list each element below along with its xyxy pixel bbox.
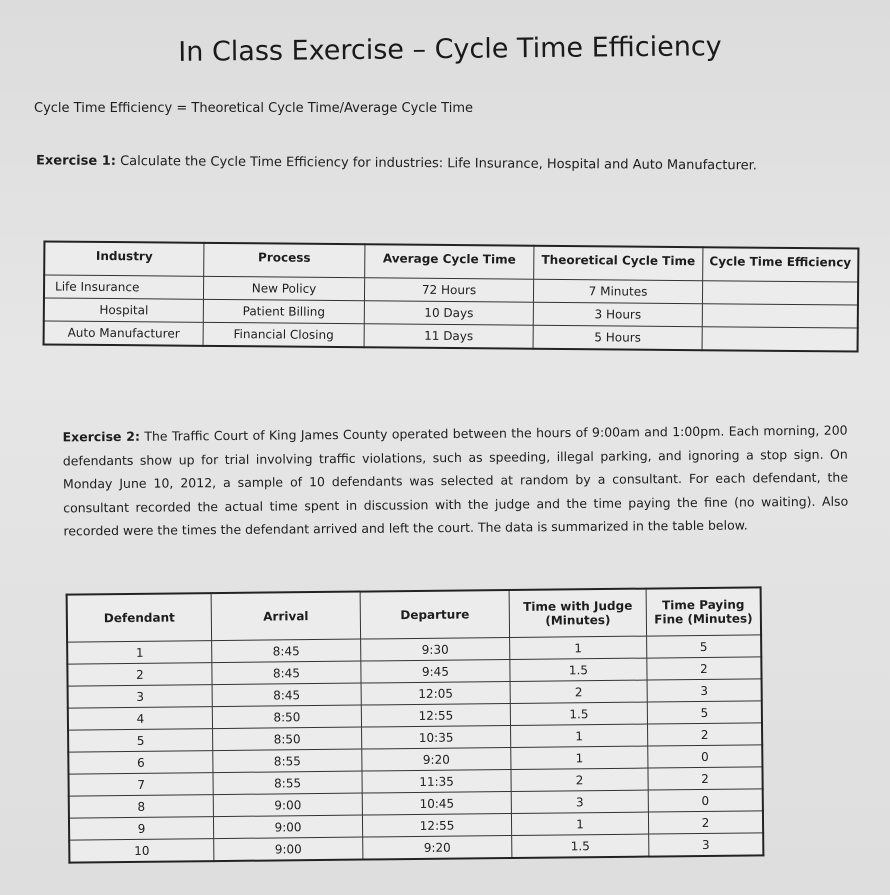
cell-defendant: 9 xyxy=(69,817,214,841)
cell-fine: 3 xyxy=(647,679,762,702)
cell-judge: 1 xyxy=(511,812,648,835)
cell-defendant: 1 xyxy=(67,641,212,665)
page-title: In Class Exercise – Cycle Time Efficiency xyxy=(178,31,722,68)
cell-defendant: 8 xyxy=(69,795,214,819)
cell-fine: 2 xyxy=(648,811,763,834)
cell-arrival: 8:50 xyxy=(213,727,362,751)
exercise-1-text xyxy=(36,147,796,179)
cell-departure: 10:35 xyxy=(362,725,511,749)
cell-fine: 5 xyxy=(647,701,762,724)
traffic-court-table xyxy=(66,586,765,863)
cell-arrival: 9:00 xyxy=(213,815,362,839)
cycle-time-table xyxy=(43,240,860,352)
cell-average: 11 Days xyxy=(364,324,533,349)
cell-efficiency[interactable] xyxy=(702,327,858,352)
cell-judge: 2 xyxy=(510,680,647,703)
exercise-2-body: The Traffic Court of King James County operated between the hours of 9:00am and 1:00pm. Each morning, 200 defendants show up for trial involving traffic violations, such as speeding, illegal parking, and ignoring a stop sign. On Monday June 10, 2012, a sample of 10 defendants was selected at random by a consultant. For each defendant, the consultant recorded the actual time spent in discussion with the judge and the time paying the fine (no waiting). Also recorded were the times the defendant arrived and left the court. The data is summarized in the table below. xyxy=(62,422,849,539)
cell-industry: Auto Manufacturer xyxy=(44,321,204,346)
formula-text: Cycle Time Efficiency = Theoretical Cycle Time/Average Cycle Time xyxy=(34,101,473,116)
cell-process: Financial Closing xyxy=(203,322,364,347)
cell-average: 10 Days xyxy=(364,301,533,325)
cell-theoretical: 5 Hours xyxy=(533,325,702,350)
cell-judge: 1 xyxy=(510,636,647,659)
cell-judge: 1.5 xyxy=(510,658,647,681)
cell-departure: 12:55 xyxy=(362,813,511,837)
cell-departure: 12:55 xyxy=(361,704,510,728)
cell-fine: 0 xyxy=(648,789,763,812)
header-average-cycle-time: Average Cycle Time xyxy=(365,244,534,279)
cell-defendant: 7 xyxy=(68,773,213,797)
header-departure: Departure xyxy=(360,590,509,639)
cell-defendant: 5 xyxy=(68,729,213,753)
cell-defendant: 3 xyxy=(68,685,213,709)
cell-process: Patient Billing xyxy=(203,299,364,323)
cell-defendant: 4 xyxy=(68,707,213,731)
cell-fine: 5 xyxy=(647,635,762,658)
cell-judge: 1.5 xyxy=(510,702,647,725)
cell-arrival: 8:55 xyxy=(213,771,362,795)
header-industry: Industry xyxy=(44,241,204,276)
cell-fine: 2 xyxy=(648,767,763,790)
cycle-time-table-body xyxy=(44,275,859,352)
header-theoretical-cycle-time: Theoretical Cycle Time xyxy=(534,246,703,281)
cell-efficiency[interactable] xyxy=(702,281,858,305)
cell-arrival: 8:50 xyxy=(212,705,361,729)
cell-judge: 1 xyxy=(511,724,648,747)
exercise-1-body: Calculate the Cycle Time Efficiency for industries: Life Insurance, Hospital and Auto Manufacturer. xyxy=(120,153,758,174)
cell-departure: 9:20 xyxy=(362,747,511,771)
cell-fine: 2 xyxy=(648,723,763,746)
cell-efficiency[interactable] xyxy=(702,304,858,328)
cell-judge: 1 xyxy=(511,746,648,769)
exercise-2-text xyxy=(63,419,849,543)
cell-departure: 12:05 xyxy=(361,682,510,706)
cell-judge: 1.5 xyxy=(512,834,649,858)
cell-arrival: 8:45 xyxy=(212,683,361,707)
cell-industry: Life Insurance xyxy=(44,275,204,299)
cell-departure: 11:35 xyxy=(362,769,511,793)
cell-theoretical: 7 Minutes xyxy=(533,279,702,303)
cell-departure: 9:45 xyxy=(361,660,510,684)
cell-departure: 10:45 xyxy=(362,791,511,815)
header-process: Process xyxy=(204,243,365,278)
cell-fine: 3 xyxy=(649,833,764,857)
header-defendant: Defendant xyxy=(67,593,212,642)
cell-defendant: 2 xyxy=(67,663,212,687)
cell-arrival: 8:45 xyxy=(212,639,361,663)
cell-judge: 2 xyxy=(511,768,648,791)
cell-fine: 2 xyxy=(647,657,762,680)
exercise-2-label: Exercise 2: xyxy=(62,428,140,445)
exercise-1-label: Exercise 1: xyxy=(35,153,117,169)
cell-average: 72 Hours xyxy=(364,278,533,302)
cell-fine: 0 xyxy=(648,745,763,768)
cell-arrival: 9:00 xyxy=(213,793,362,817)
cell-arrival: 8:45 xyxy=(212,661,361,685)
cell-departure: 9:30 xyxy=(361,638,510,662)
cell-defendant: 6 xyxy=(68,751,213,775)
cell-theoretical: 3 Hours xyxy=(533,302,702,326)
cell-judge: 3 xyxy=(511,790,648,813)
cell-arrival: 8:55 xyxy=(213,749,362,773)
header-arrival: Arrival xyxy=(211,592,360,641)
traffic-court-table-body xyxy=(67,635,763,863)
cell-process: New Policy xyxy=(203,276,364,300)
cell-industry: Hospital xyxy=(44,298,204,322)
cell-defendant: 10 xyxy=(69,839,214,863)
cell-arrival: 9:00 xyxy=(214,837,363,861)
cell-departure: 9:20 xyxy=(363,835,512,859)
header-time-paying-fine: Time Paying Fine (Minutes) xyxy=(646,587,761,636)
header-time-with-judge: Time with Judge (Minutes) xyxy=(509,589,646,638)
header-cycle-time-efficiency: Cycle Time Efficiency xyxy=(703,247,859,282)
